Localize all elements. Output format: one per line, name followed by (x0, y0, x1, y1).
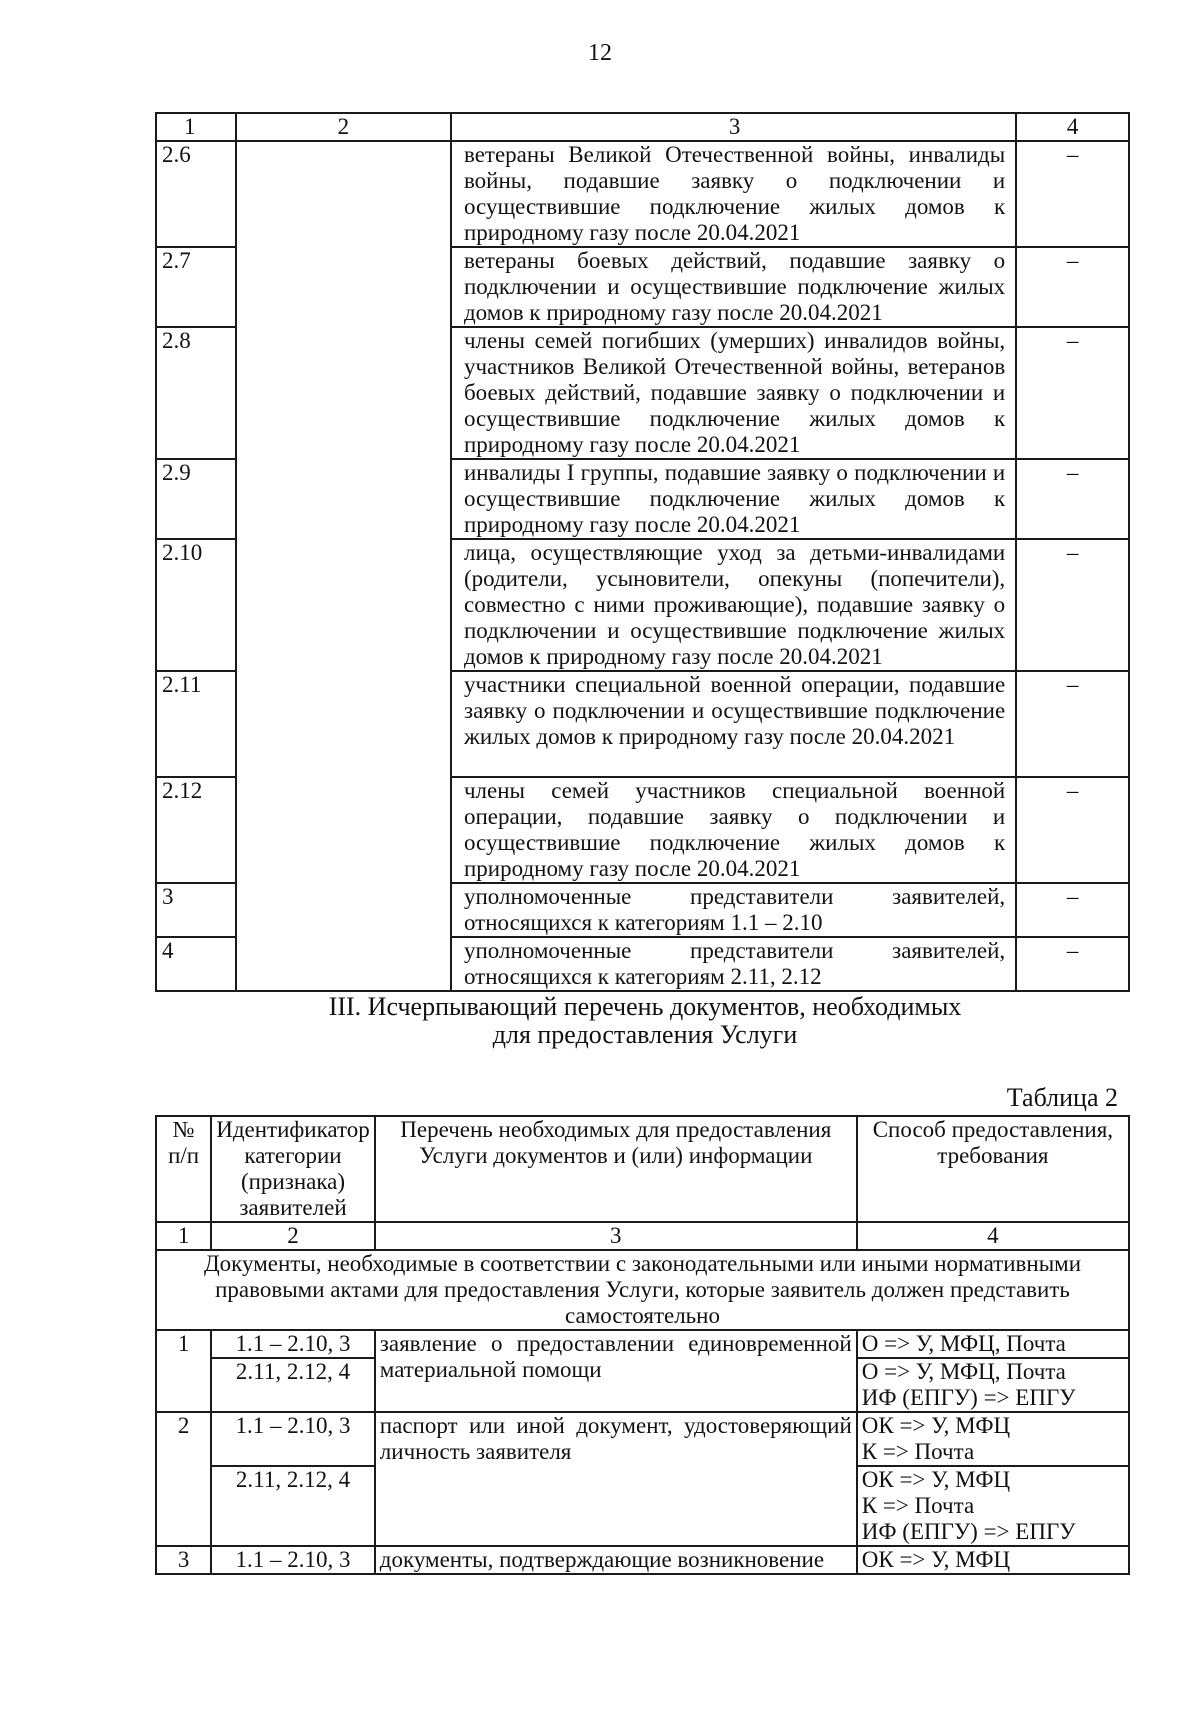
dash-cell: – (1016, 883, 1129, 937)
dash-cell: – (1016, 671, 1129, 777)
row-number: 3 (156, 883, 236, 937)
method-line: О => У, МФЦ, Почта (861, 1359, 1066, 1384)
documents-table (155, 1115, 1130, 1575)
table-row (156, 141, 1129, 247)
column-number: 3 (375, 1222, 857, 1250)
dash-cell: – (1016, 141, 1129, 247)
row-number: 2 (156, 1412, 211, 1546)
row-number: 4 (156, 937, 236, 991)
row-number: 1 (156, 1330, 211, 1412)
section-title (0, 993, 1200, 1049)
header-cell: Способ предоставления, требования (857, 1116, 1129, 1222)
dash-cell: – (1016, 247, 1129, 327)
section-title-line: для предоставления Услуги (492, 1020, 798, 1049)
table-row (156, 1330, 1129, 1358)
dash-cell: – (1016, 777, 1129, 883)
header-cell: № п/п (156, 1116, 211, 1222)
header-cell: 1 (156, 113, 236, 141)
category-id: 2.11, 2.12, 4 (211, 1466, 375, 1546)
header-cell: Перечень необходимых для предоставления Услуги документов и (или) информации (375, 1116, 857, 1222)
document-text: заявление о предоставлении единовременной материальной помощи (375, 1330, 857, 1412)
category-text: члены семей погибших (умерших) инвалидов войны, участников Великой Отечественной войны, ветеранов боевых действий, подавшие заявку о подключении и осуществившие подключение жилых домов к природному газу после 20.04.2021 (451, 327, 1016, 459)
category-text: члены семей участников специальной военной операции, подавшие заявку о подключении и осуществившие подключение жилых домов к природному газу после 20.04.2021 (451, 777, 1016, 883)
row-number: 3 (156, 1546, 211, 1574)
method-line: К => Почта (861, 1493, 975, 1518)
column-numbers-row (156, 1222, 1129, 1250)
dash-cell: – (1016, 937, 1129, 991)
category-text: ветераны боевых действий, подавшие заявку о подключении и осуществившие подключение жилых домов к природному газу после 20.04.2021 (451, 247, 1016, 327)
document-text: документы, подтверждающие возникновение (375, 1546, 857, 1574)
category-text: ветераны Великой Отечественной войны, инвалиды войны, подавшие заявку о подключении и осуществившие подключение жилых домов к природному газу после 20.04.2021 (451, 141, 1016, 247)
category-text: участники специальной военной операции, подавшие заявку о подключении и осуществившие подключение жилых домов к природному газу после 20.04.2021 (451, 671, 1016, 777)
dash-cell: – (1016, 459, 1129, 539)
method-line: О => У, МФЦ, Почта (861, 1331, 1066, 1356)
section-title-line: III. Исчерпывающий перечень документов, необходимых (328, 992, 962, 1021)
table-row (156, 1412, 1129, 1466)
category-text: лица, осуществляющие уход за детьми-инвалидами (родители, усыновители, опекуны (попечители), совместно с ними проживающие), подавшие заявку о подключении и осуществившие подключение жилых домов к природному газу после 20.04.2021 (451, 539, 1016, 671)
dash-cell: – (1016, 539, 1129, 671)
row-number: 2.7 (156, 247, 236, 327)
row-number: 2.11 (156, 671, 236, 777)
column-number: 1 (156, 1222, 211, 1250)
method-cell (857, 1412, 1129, 1466)
empty-cell (236, 141, 451, 991)
method-cell (857, 1466, 1129, 1546)
table-header-row (156, 113, 1129, 141)
column-number: 2 (211, 1222, 375, 1250)
document-text: паспорт или иной документ, удостоверяющий личность заявителя (375, 1412, 857, 1546)
categories-table (155, 112, 1130, 992)
row-number: 2.10 (156, 539, 236, 671)
row-number: 2.12 (156, 777, 236, 883)
row-number: 2.6 (156, 141, 236, 247)
page-number: 12 (588, 40, 612, 66)
table-header-row (156, 1116, 1129, 1222)
row-number: 2.9 (156, 459, 236, 539)
dash-cell: – (1016, 327, 1129, 459)
method-line: ОК => У, МФЦ (861, 1413, 1011, 1438)
table-label: Таблица 2 (1006, 1083, 1118, 1112)
header-cell: 2 (236, 113, 451, 141)
header-cell: 3 (451, 113, 1016, 141)
method-line: ОК => У, МФЦ (861, 1467, 1011, 1492)
row-number: 2.8 (156, 327, 236, 459)
span-title: Документы, необходимые в соответствии с законодательными или иными нормативными правовыми актами для предоставления Услуги, которые заявитель должен представить самостоятельно (156, 1250, 1129, 1330)
table-row (156, 1546, 1129, 1574)
category-id: 1.1 – 2.10, 3 (211, 1330, 375, 1358)
header-cell: 4 (1016, 113, 1129, 141)
column-number: 4 (857, 1222, 1129, 1250)
method-cell (857, 1330, 1129, 1358)
category-text: уполномоченные представители заявителей, относящихся к категориям 1.1 – 2.10 (451, 883, 1016, 937)
header-cell: Идентификатор категории (признака) заявителей (211, 1116, 375, 1222)
method-line: ИФ (ЕПГУ) => ЕПГУ (861, 1519, 1076, 1544)
method-cell (857, 1546, 1129, 1574)
category-text: уполномоченные представители заявителей, относящихся к категориям 2.11, 2.12 (451, 937, 1016, 991)
category-text: инвалиды I группы, подавшие заявку о подключении и осуществившие подключение жилых домов к природному газу после 20.04.2021 (451, 459, 1016, 539)
category-id: 1.1 – 2.10, 3 (211, 1546, 375, 1574)
span-title-row (156, 1250, 1129, 1330)
category-id: 1.1 – 2.10, 3 (211, 1412, 375, 1466)
category-id: 2.11, 2.12, 4 (211, 1358, 375, 1412)
method-line: К => Почта (861, 1439, 975, 1464)
method-cell (857, 1358, 1129, 1412)
method-line: ИФ (ЕПГУ) => ЕПГУ (861, 1385, 1076, 1410)
method-line: ОК => У, МФЦ (861, 1547, 1011, 1572)
